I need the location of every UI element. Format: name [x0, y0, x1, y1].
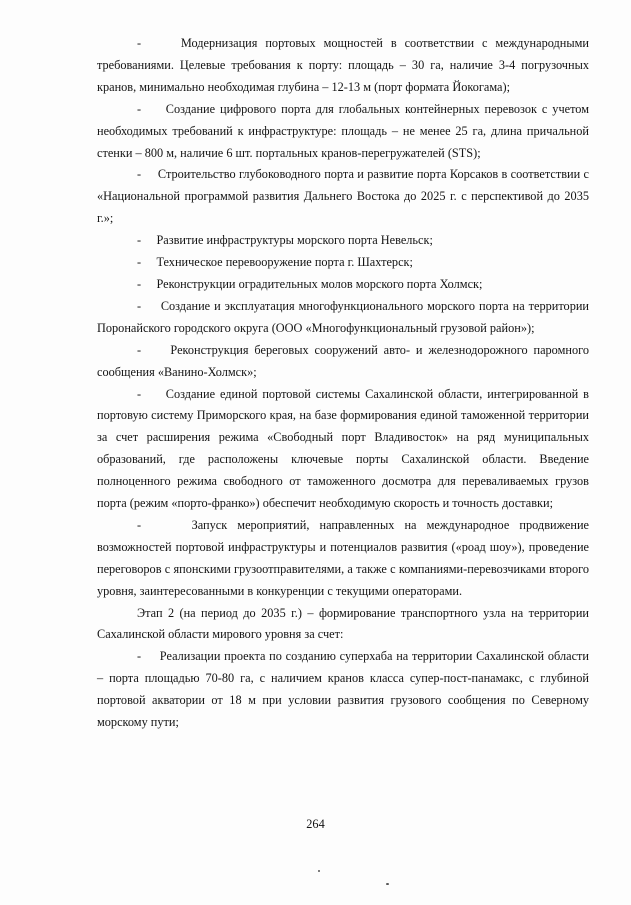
body-text	[97, 33, 589, 734]
paragraph-road-show: - Запуск мероприятий, направленных на международное продвижение возможностей портовой инфраструктуры и потенциалов развития («роад шоу»), проведение переговоров с японскими грузоотправителями, а также с компаниями-перевозчиками второго уровня, заинтересованными в конкуренции с текущими операторами.	[97, 517, 589, 598]
page-number: 264	[306, 817, 325, 831]
paragraph-port-modernization: - Модернизация портовых мощностей в соответствии с международными требованиями. Целевые требования к порту: площадь – 30 га, наличие 3-4 погрузочных кранов, минимально необходимая глубина – 12-13 м (порт формата Йокогама);	[97, 36, 589, 94]
paragraph-unified-port-system: - Создание единой портовой системы Сахалинской области, интегрированной в портовую систему Приморского края, на базе формирования единой таможенной территории за счет расширения режима «Свободный порт Владивосток» на ряд муниципальных образований, где расположены ключевые порты Сахалинской области. Введение полноценного режима свободного от таможенного досмотра для переваливаемых грузов порта (режим «порто-франко») обеспечит необходимую скорость и точность доставки;	[97, 386, 589, 511]
scan-speck	[386, 883, 389, 885]
paragraph-digital-port: - Создание цифрового порта для глобальных контейнерных перевозок с учетом необходимых требований к инфраструктуре: площадь – не менее 25 га, длина причальной стенки – 800 м, наличие 6 шт. портальных кранов-перегружателей (STS);	[97, 101, 589, 160]
paragraph-shakhtersk-port: - Техническое перевооружение порта г. Шахтерск;	[137, 255, 413, 270]
paragraph-nevelsk-port: - Развитие инфраструктуры морского порта Невельск;	[137, 233, 433, 248]
paragraph-poronaysk-port: - Создание и эксплуатация многофункционального морского порта на территории Поронайского городского округа (ООО «Многофункциональный грузовой район»);	[97, 298, 589, 335]
paragraph-vanino-kholmsk-ferry: - Реконструкция береговых сооружений авто- и железнодорожного паромного сообщения «Ванино-Холмск»;	[97, 342, 589, 379]
paragraph-superhub: - Реализации проекта по созданию суперхаба на территории Сахалинской области – порта площадью 70-80 га, с наличием кранов класса супер-пост-панамакс, с глубиной портовой акватории от 18 м при условии развития грузового сообщения по Северному морскому пути;	[97, 649, 589, 730]
paragraph-stage-2: Этап 2 (на период до 2035 г.) – формирование транспортного узла на территории Сахалинской области мирового уровня за счет:	[97, 605, 589, 642]
scan-speck	[318, 870, 320, 872]
paragraph-korsakov-port: - Строительство глубоководного порта и развитие порта Корсаков в соответствии с «Национальной программой развития Дальнего Востока до 2025 г. с перспективой до 2035 г.»;	[97, 167, 589, 226]
paragraph-kholmsk-port: - Реконструкции оградительных молов морского порта Холмск;	[137, 276, 483, 291]
